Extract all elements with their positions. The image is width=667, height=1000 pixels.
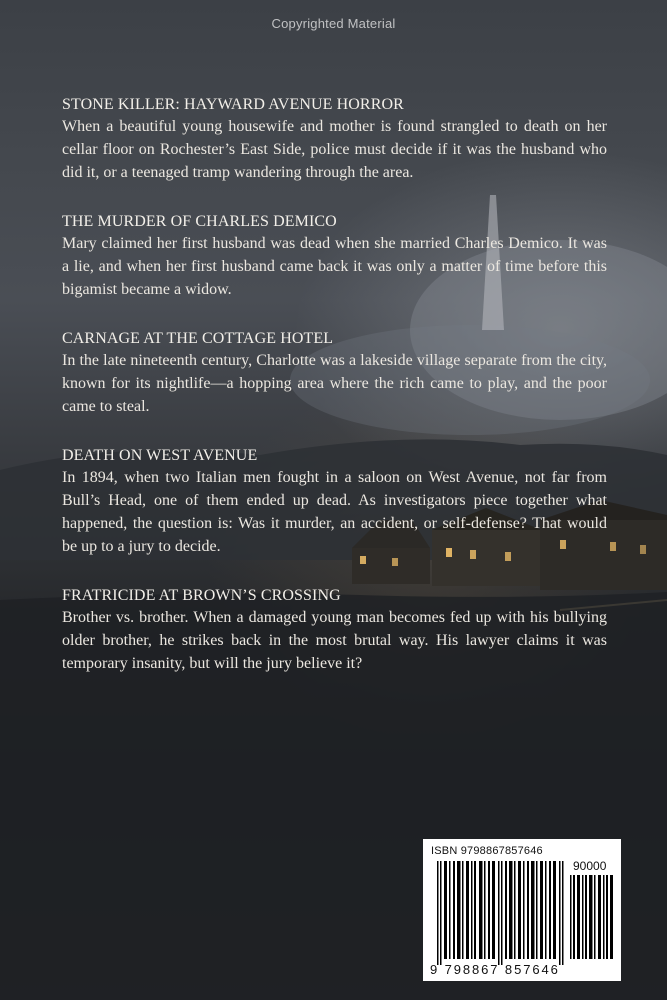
- story-item: [62, 445, 607, 558]
- addon-barcode: [570, 875, 614, 959]
- ean-barcode: [437, 861, 565, 965]
- ean-digits: 9 798867 857646: [430, 962, 560, 977]
- story-text: In 1894, when two Italian men fought in a saloon on West Avenue, not far from Bull’s Head, one of them ended up dead. As investigators piece together what happened, the question is: Was it murder, an accident, or self-defense? That would be up to a jury to decide.: [62, 469, 607, 555]
- story-item: [62, 328, 607, 418]
- story-title: DEATH ON WEST AVENUE: [62, 447, 258, 464]
- story-item: [62, 585, 607, 675]
- watermark: Copyrighted Material: [271, 16, 396, 31]
- story-item: [62, 211, 607, 301]
- isbn-label: ISBN 9798867857646: [431, 845, 543, 857]
- story-text: When a beautiful young housewife and mother is found strangled to death on her cellar floor on Rochester’s East Side, police must decide if it was the husband who did it, or a teenaged tramp wandering through the area.: [62, 118, 607, 181]
- story-list: [62, 94, 607, 702]
- story-title: THE MURDER OF CHARLES DEMICO: [62, 213, 337, 230]
- story-title: STONE KILLER: HAYWARD AVENUE HORROR: [62, 96, 404, 113]
- story-title: FRATRICIDE AT BROWN’S CROSSING: [62, 587, 341, 604]
- story-item: [62, 94, 607, 184]
- addon-number: 90000: [573, 859, 607, 873]
- story-text: Mary claimed her first husband was dead when she married Charles Demico. It was a lie, and when her first husband came back it was only a matter of time before this bigamist became a widow.: [62, 235, 607, 298]
- story-text: In the late nineteenth century, Charlotte was a lakeside village separate from the city, known for its nightlife—a hopping area where the rich came to play, and the poor came to steal.: [62, 352, 607, 415]
- story-text: Brother vs. brother. When a damaged young man becomes fed up with his bullying older brother, he strikes back in the most brutal way. His lawyer claims it was temporary insanity, but will the jury believe it?: [62, 609, 607, 672]
- story-title: CARNAGE AT THE COTTAGE HOTEL: [62, 330, 334, 347]
- isbn-barcode-box: [423, 839, 621, 981]
